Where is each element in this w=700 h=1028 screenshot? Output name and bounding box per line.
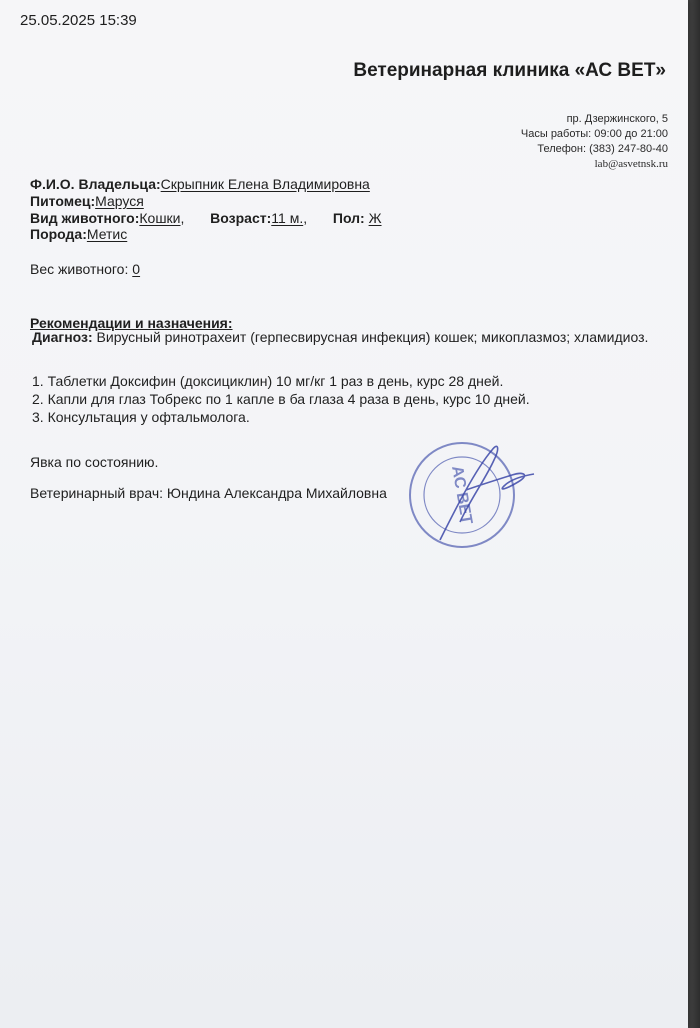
round-stamp [410,443,514,547]
clinic-stamp-and-signature [400,430,540,560]
visit-note: Явка по состоянию. [30,454,159,470]
recommendation-list [32,372,530,426]
diagnosis [32,328,652,346]
age-label: Возраст: [210,210,272,226]
recommendation-item: 1. Таблетки Доксифин (доксициклин) 10 мг/кг 1 раз в день, курс 28 дней. [32,373,504,389]
species-age-sex-row [30,210,382,226]
clinic-address: пр. Дзержинского, 5 [566,113,668,125]
stamp-text: АС ВЕТ [448,464,476,526]
weight-value: 0 [132,261,141,277]
clinic-email: lab@asvetnsk.ru [594,158,668,170]
recommendation-item: 2. Капли для глаз Тобрекс по 1 капле в ба глаза 4 раза в день, курс 10 дней. [32,391,530,407]
diagnosis-label: Диагноз: [32,329,93,345]
age-separator: , [303,210,308,226]
recommendation-item: 3. Консультация у офтальмолога. [32,409,250,425]
printed-datetime: 25.05.2025 15:39 [20,12,137,29]
weight-label: Вес животного: [30,261,133,277]
pet-value: Маруся [95,193,144,209]
clinic-name: Ветеринарная клиника «АС ВЕТ» [353,60,666,81]
species-value: Кошки [139,210,181,226]
diagnosis-text: Вирусный ринотрахеит (герпесвирусная инфекция) кошек; микоплазмоз; хламидиоз. [92,329,649,345]
sex-value: Ж [368,210,382,226]
doctor-row [30,485,387,501]
clinic-hours: Часы работы: 09:00 до 21:00 [520,128,668,140]
owner-row [30,176,370,192]
weight-row [30,261,140,277]
breed-row [30,226,127,242]
owner-value: Скрыпник Елена Владимировна [160,176,370,192]
recommendations-title-text: Рекомендации и назначения: [30,315,233,331]
doctor-name: Юндина Александра Михайловна [166,485,387,501]
age-value: 11 м. [271,210,304,226]
clinic-phone: Телефон: (383) 247-80-40 [537,143,668,155]
species-separator: , [180,210,185,226]
breed-value: Метис [86,226,128,242]
sex-label: Пол: [332,210,365,226]
owner-label: Ф.И.О. Владельца: [30,176,161,192]
pet-row [30,193,144,209]
clinic-contacts [521,112,668,172]
species-label: Вид животного: [30,210,140,226]
doctor-label: Ветеринарный врач: [30,485,167,501]
breed-label: Порода: [30,226,87,242]
pet-label: Питомец: [30,193,96,209]
